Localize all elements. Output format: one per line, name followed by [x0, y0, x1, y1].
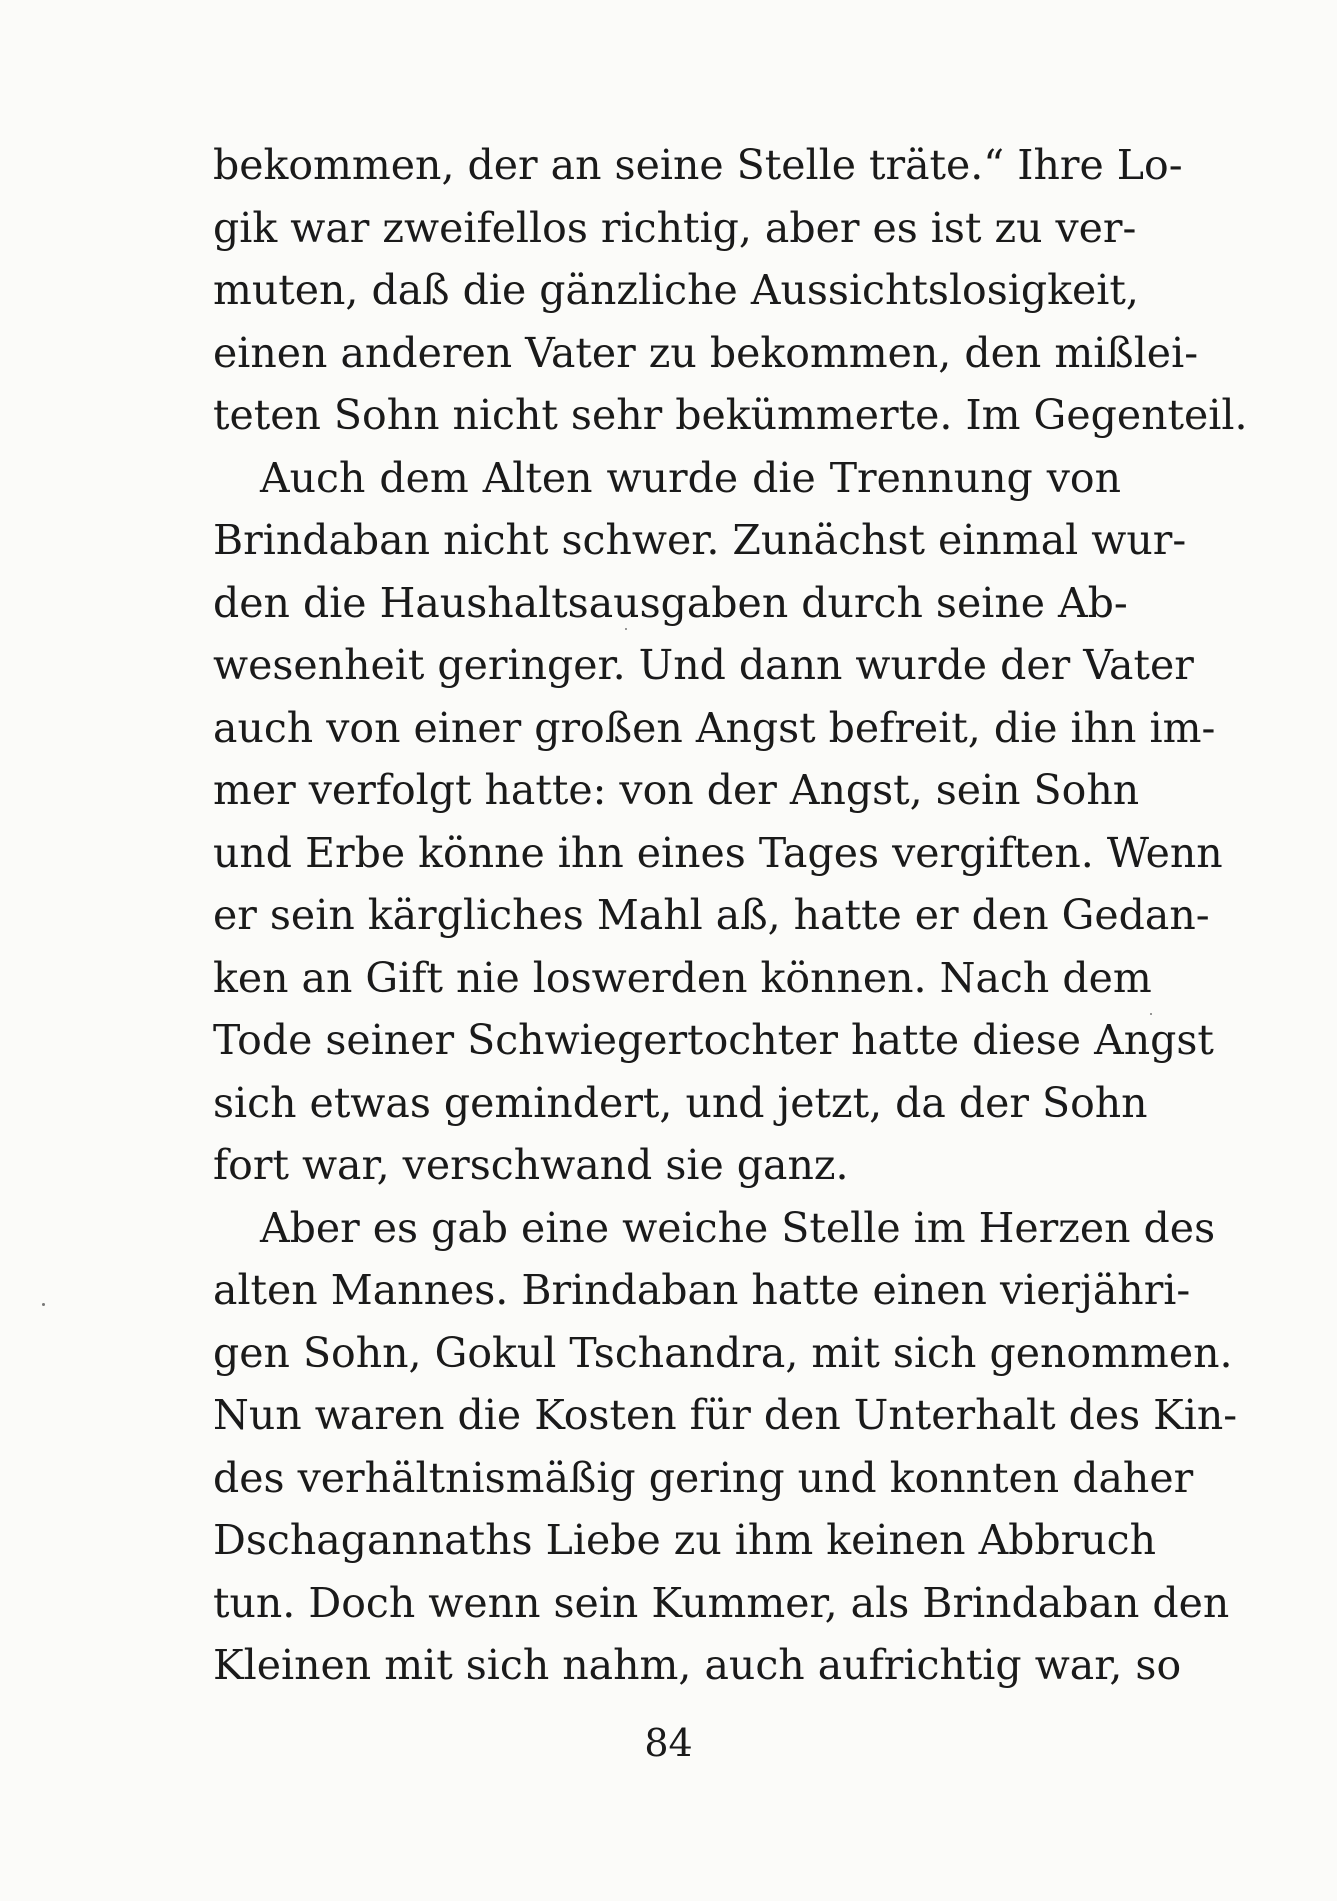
text-line: gen Sohn, Gokul Tschandra, mit sich genommen. [213, 1328, 1233, 1377]
text-line: fort war, verschwand sie ganz. [213, 1141, 849, 1189]
text-line: ken an Gift nie loswerden können. Nach dem [213, 953, 1152, 1002]
scan-speck [625, 628, 627, 630]
text-line: auch von einer großen Angst befreit, die ihn im- [213, 703, 1216, 752]
text-line: teten Sohn nicht sehr bekümmerte. Im Gegenteil. [213, 391, 1248, 439]
text-line: einen anderen Vater zu bekommen, den mißlei- [213, 328, 1199, 377]
text-line: den die Haushaltsausgaben durch seine Ab- [213, 578, 1128, 627]
text-line: tun. Doch wenn sein Kummer, als Brindaban den [213, 1578, 1230, 1627]
text-line: Auch dem Alten wurde die Trennung von [260, 453, 1121, 502]
scan-speck [1150, 1013, 1152, 1015]
text-line: des verhältnismäßig gering und konnten daher [213, 1453, 1194, 1502]
text-line: gik war zweifellos richtig, aber es ist zu ver- [213, 203, 1137, 252]
body-text [213, 134, 1248, 1697]
text-line: und Erbe könne ihn eines Tages vergiften. Wenn [213, 828, 1223, 877]
text-line: bekommen, der an seine Stelle träte.“ Ihre Lo- [213, 141, 1183, 189]
text-line: Kleinen mit sich nahm, auch aufrichtig war, so [213, 1641, 1182, 1689]
text-line: wesenheit geringer. Und dann wurde der Vater [213, 641, 1194, 689]
text-line: Nun waren die Kosten für den Unterhalt des Kin- [213, 1391, 1238, 1439]
page-number: 84 [644, 1721, 693, 1765]
text-line: er sein kärgliches Mahl aß, hatte er den Gedan- [213, 891, 1210, 939]
scan-speck [42, 1303, 45, 1306]
text-line: Brindaban nicht schwer. Zunächst einmal wur- [213, 516, 1187, 564]
text-line: alten Mannes. Brindaban hatte einen vierjähri- [213, 1266, 1191, 1314]
text-line: mer verfolgt hatte: von der Angst, sein Sohn [213, 766, 1140, 814]
text-line: muten, daß die gänzliche Aussichtslosigkeit, [213, 266, 1139, 314]
text-line: sich etwas gemindert, und jetzt, da der Sohn [213, 1078, 1148, 1127]
text-line: Dschagannaths Liebe zu ihm keinen Abbruch [213, 1516, 1157, 1564]
text-line: Tode seiner Schwiegertochter hatte diese Angst [213, 1016, 1214, 1064]
text-line: Aber es gab eine weiche Stelle im Herzen des [260, 1203, 1216, 1252]
